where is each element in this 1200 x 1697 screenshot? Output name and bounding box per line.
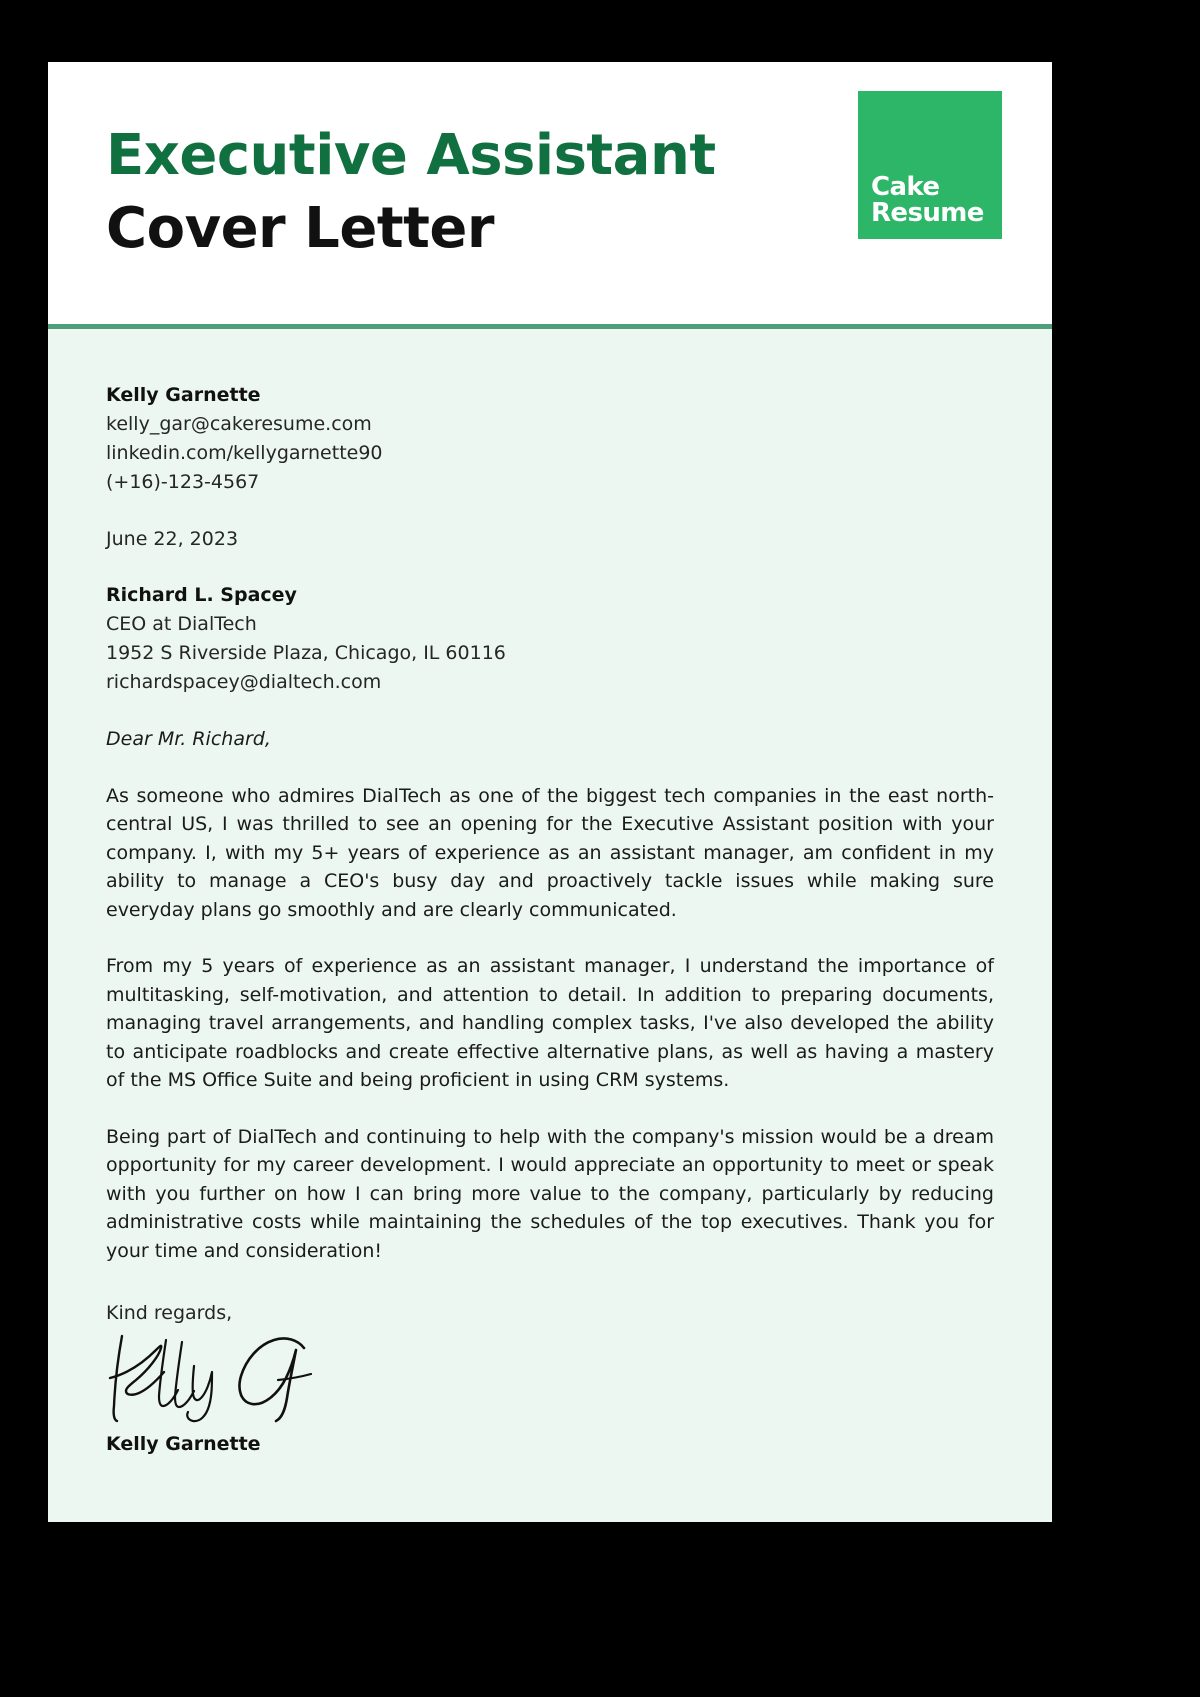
letter-body	[48, 329, 1052, 1522]
sender-email: kelly_gar@cakeresume.com	[106, 412, 372, 435]
title-line-secondary: Cover Letter	[106, 195, 494, 261]
recipient-block	[106, 581, 994, 697]
cakeresume-logo	[858, 91, 1002, 239]
sender-name: Kelly Garnette	[106, 384, 261, 406]
recipient-email: richardspacey@dialtech.com	[106, 671, 382, 693]
logo-text	[871, 171, 984, 229]
document-title	[106, 120, 858, 266]
body-paragraph: Being part of DialTech and continuing to help with the company's mission would be a dream opportunity for my career development. I would appreciate an opportunity to meet or speak with you further on how I can bring more value to the company, particularly by reducing administrative costs while maintaining the schedules of the top executives. Thank you for your time and consideration!	[106, 1125, 994, 1262]
signature-icon	[108, 1332, 318, 1424]
sender-phone: (+16)-123-4567	[106, 470, 260, 493]
logo-line-resume: Resume	[871, 198, 984, 229]
title-line-primary: Executive Assistant	[106, 123, 716, 188]
recipient-name: Richard L. Spacey	[106, 584, 297, 607]
body-paragraph: As someone who admires DialTech as one of the biggest tech companies in the east north-central US, I was thrilled to see an opening for the Executive Assistant position with your company. I, with my 5+ years of experience as an assistant manager, am confident in my ability to manage a CEO's busy day and proactively tackle issues while making sure everyday plans go smoothly and are clearly communicated.	[106, 784, 994, 921]
cover-letter-document	[48, 62, 1052, 1522]
letter-header	[48, 62, 1052, 324]
sender-contact-block	[106, 381, 994, 497]
signer-name: Kelly Garnette	[106, 1433, 261, 1456]
logo-line-cake: Cake	[871, 171, 940, 202]
closing-line: Kind regards,	[106, 1302, 233, 1325]
body-paragraph: From my 5 years of experience as an assistant manager, I understand the importance of multitasking, self-motivation, and attention to detail. In addition to preparing documents, managing travel arrangements, and handling complex tasks, I've also developed the ability to anticipate roadblocks and create effective alternative plans, as well as having a mastery of the MS Office Suite and being proficient in using CRM systems.	[106, 955, 994, 1092]
salutation: Dear Mr. Richard,	[106, 727, 271, 750]
sender-linkedin: linkedin.com/kellygarnette90	[106, 441, 383, 464]
recipient-address: 1952 S Riverside Plaza, Chicago, IL 60116	[106, 642, 506, 665]
letter-date: June 22, 2023	[106, 527, 239, 550]
recipient-title: CEO at DialTech	[106, 613, 257, 636]
